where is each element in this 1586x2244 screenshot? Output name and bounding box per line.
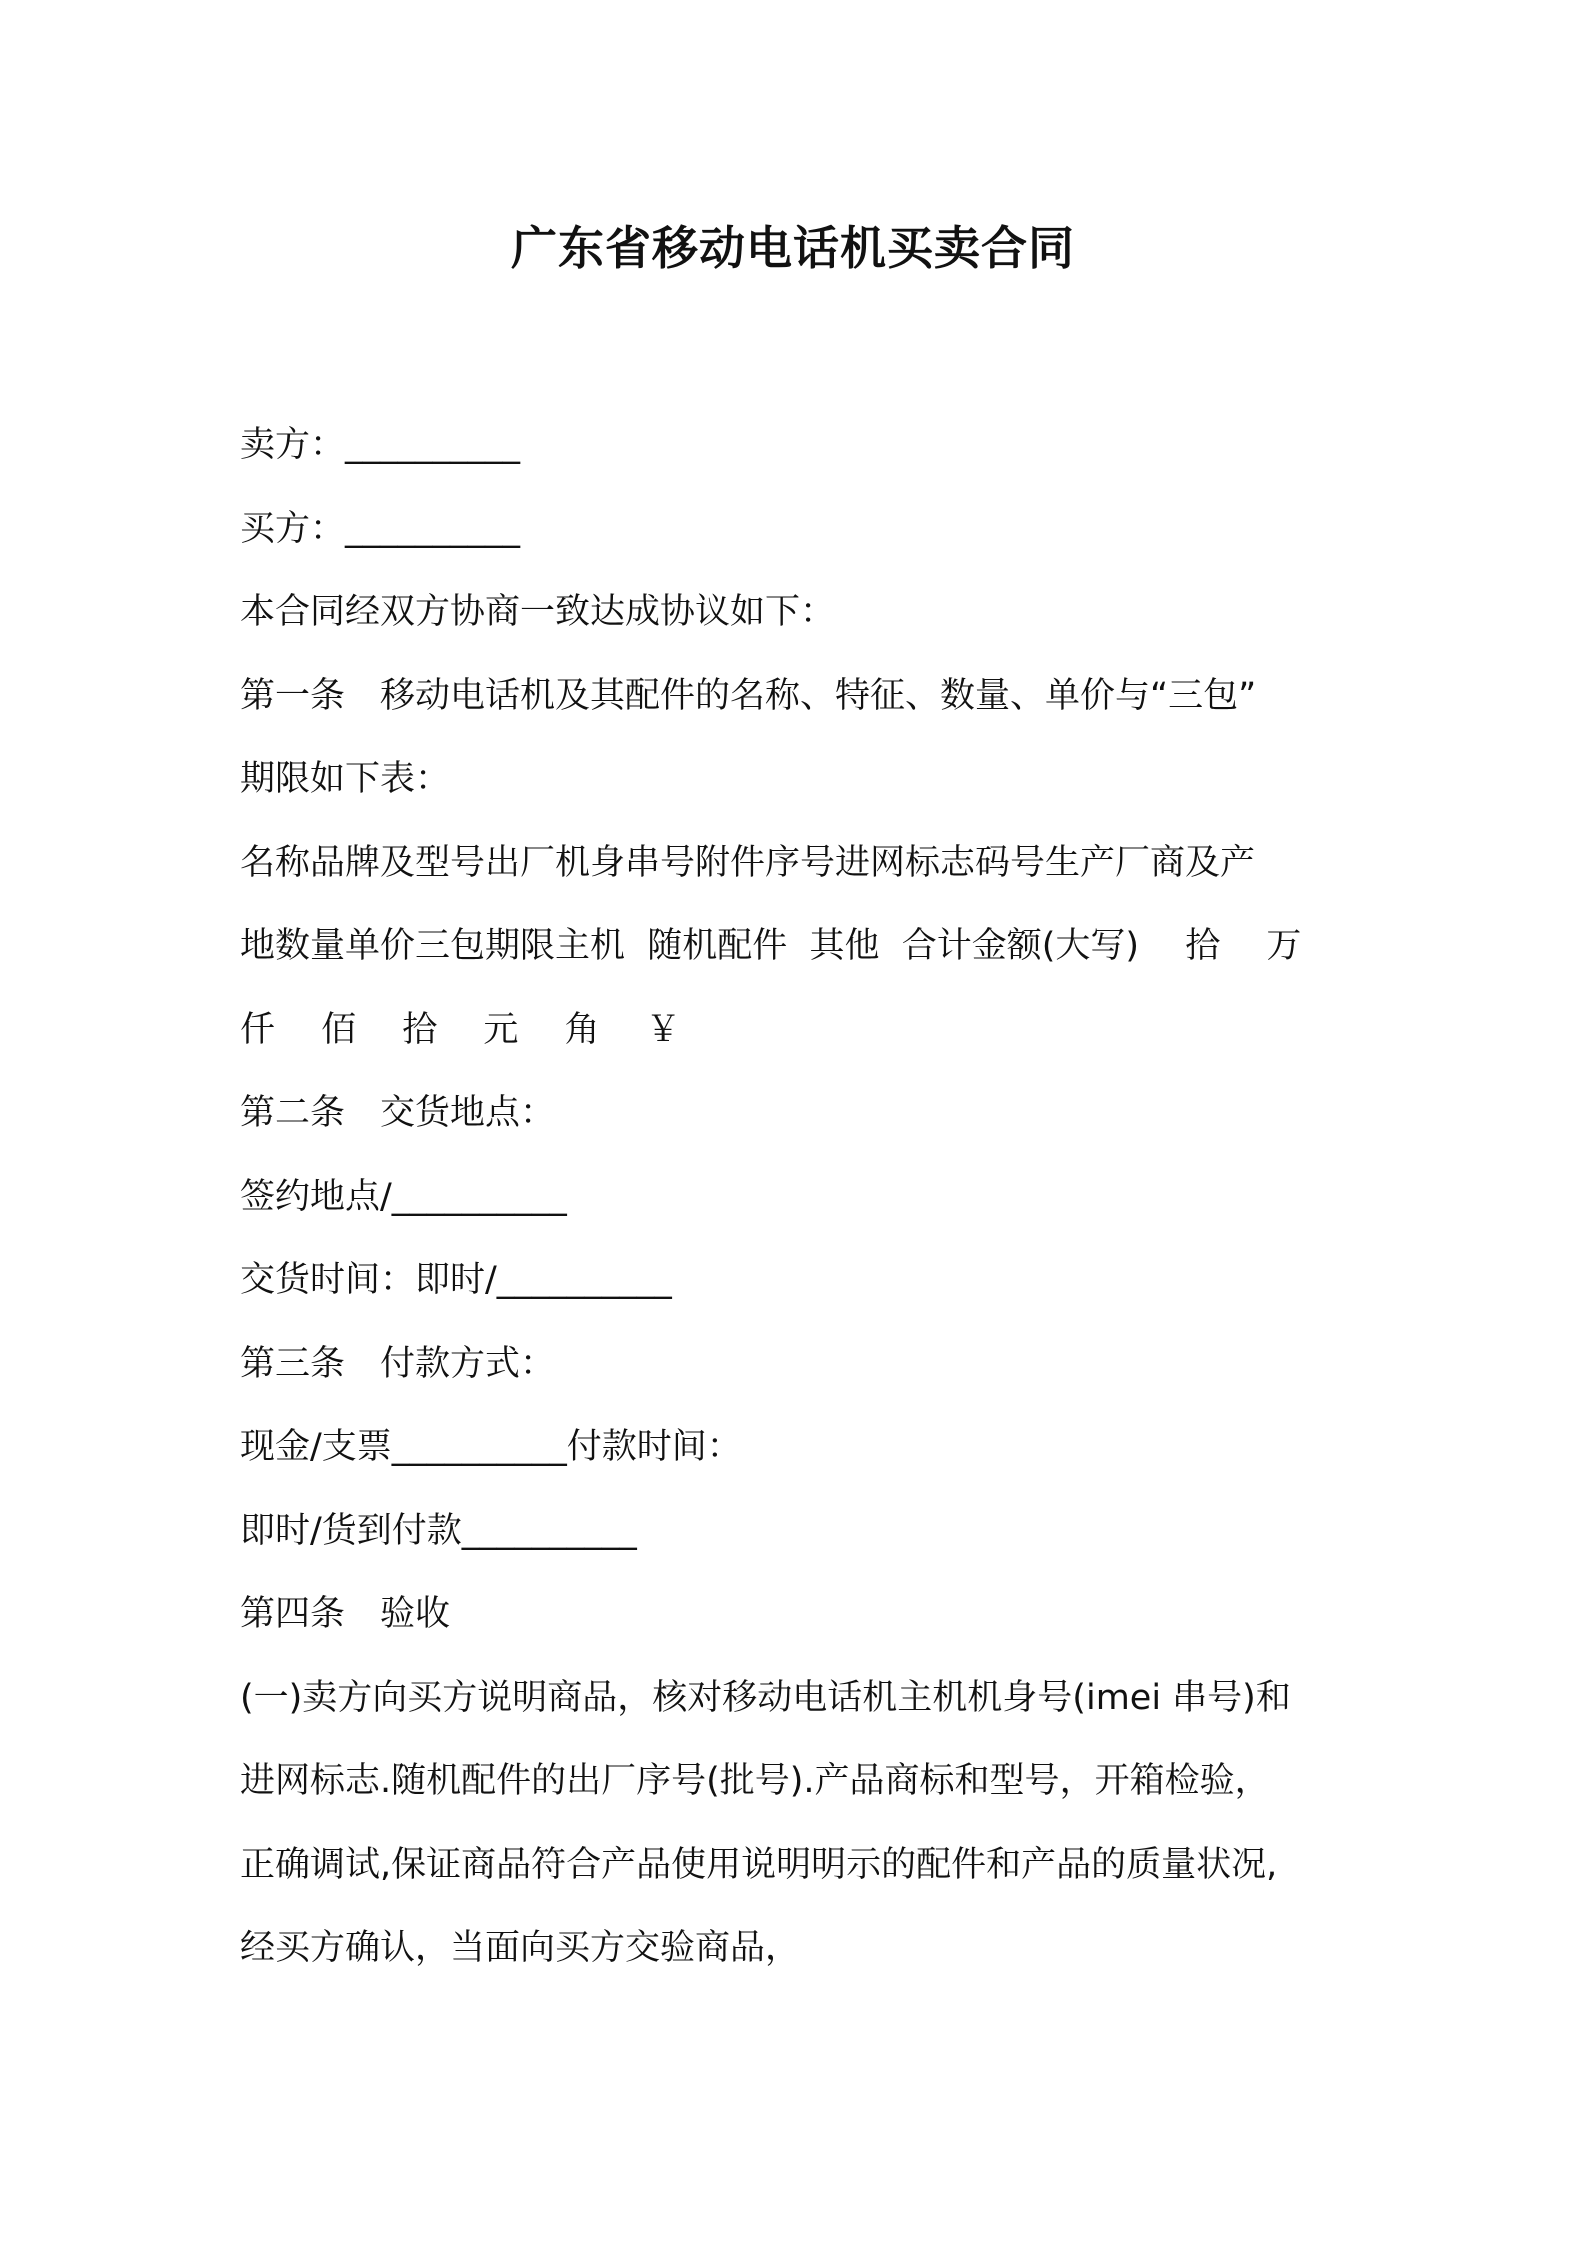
article-3-heading: 第三条 付款方式： <box>240 1343 556 1384</box>
signing-location-line: 签约地点/__________ <box>240 1176 567 1217</box>
buyer-line: 买方：__________ <box>240 508 521 549</box>
table-header-line-2: 地数量单价三包期限主机 随机配件 其他 合计金额(大写) 拾 万 <box>240 926 1302 966</box>
article-2-heading: 第二条 交货地点： <box>240 1093 556 1133</box>
inspection-paragraph-line-1: (一)卖方向买方说明商品，核对移动电话机主机机身号(imei 串号)和 <box>240 1677 1291 1718</box>
article-1-line-2: 期限如下表： <box>240 759 451 799</box>
inspection-paragraph-line-3: 正确调试,保证商品符合产品使用说明明示的配件和产品的质量状况, <box>240 1844 1278 1885</box>
inspection-paragraph-line-2: 进网标志.随机配件的出厂序号(批号).产品商标和型号，开箱检验， <box>240 1761 1270 1801</box>
document-title: 广东省移动电话机买卖合同 <box>511 221 1075 275</box>
seller-line: 卖方：__________ <box>240 425 521 465</box>
payment-method-line: 现金/支票__________付款时间： <box>240 1427 742 1467</box>
table-header-line-3: 仟 佰 拾 元 角 ￥ <box>240 1009 681 1050</box>
delivery-time-line: 交货时间：即时/__________ <box>240 1260 672 1300</box>
document-body <box>240 404 1370 1991</box>
article-1-line-1: 第一条 移动电话机及其配件的名称、特征、数量、单价与“三包” <box>240 675 1257 716</box>
payment-time-line: 即时/货到付款__________ <box>240 1510 637 1551</box>
table-header-line-1: 名称品牌及型号出厂机身串号附件序号进网标志码号生产厂商及产 <box>240 842 1256 883</box>
agreement-intro: 本合同经双方协商一致达成协议如下： <box>240 592 836 632</box>
article-4-heading: 第四条 验收 <box>240 1594 451 1634</box>
inspection-paragraph-line-4: 经买方确认，当面向买方交验商品， <box>240 1928 801 1968</box>
